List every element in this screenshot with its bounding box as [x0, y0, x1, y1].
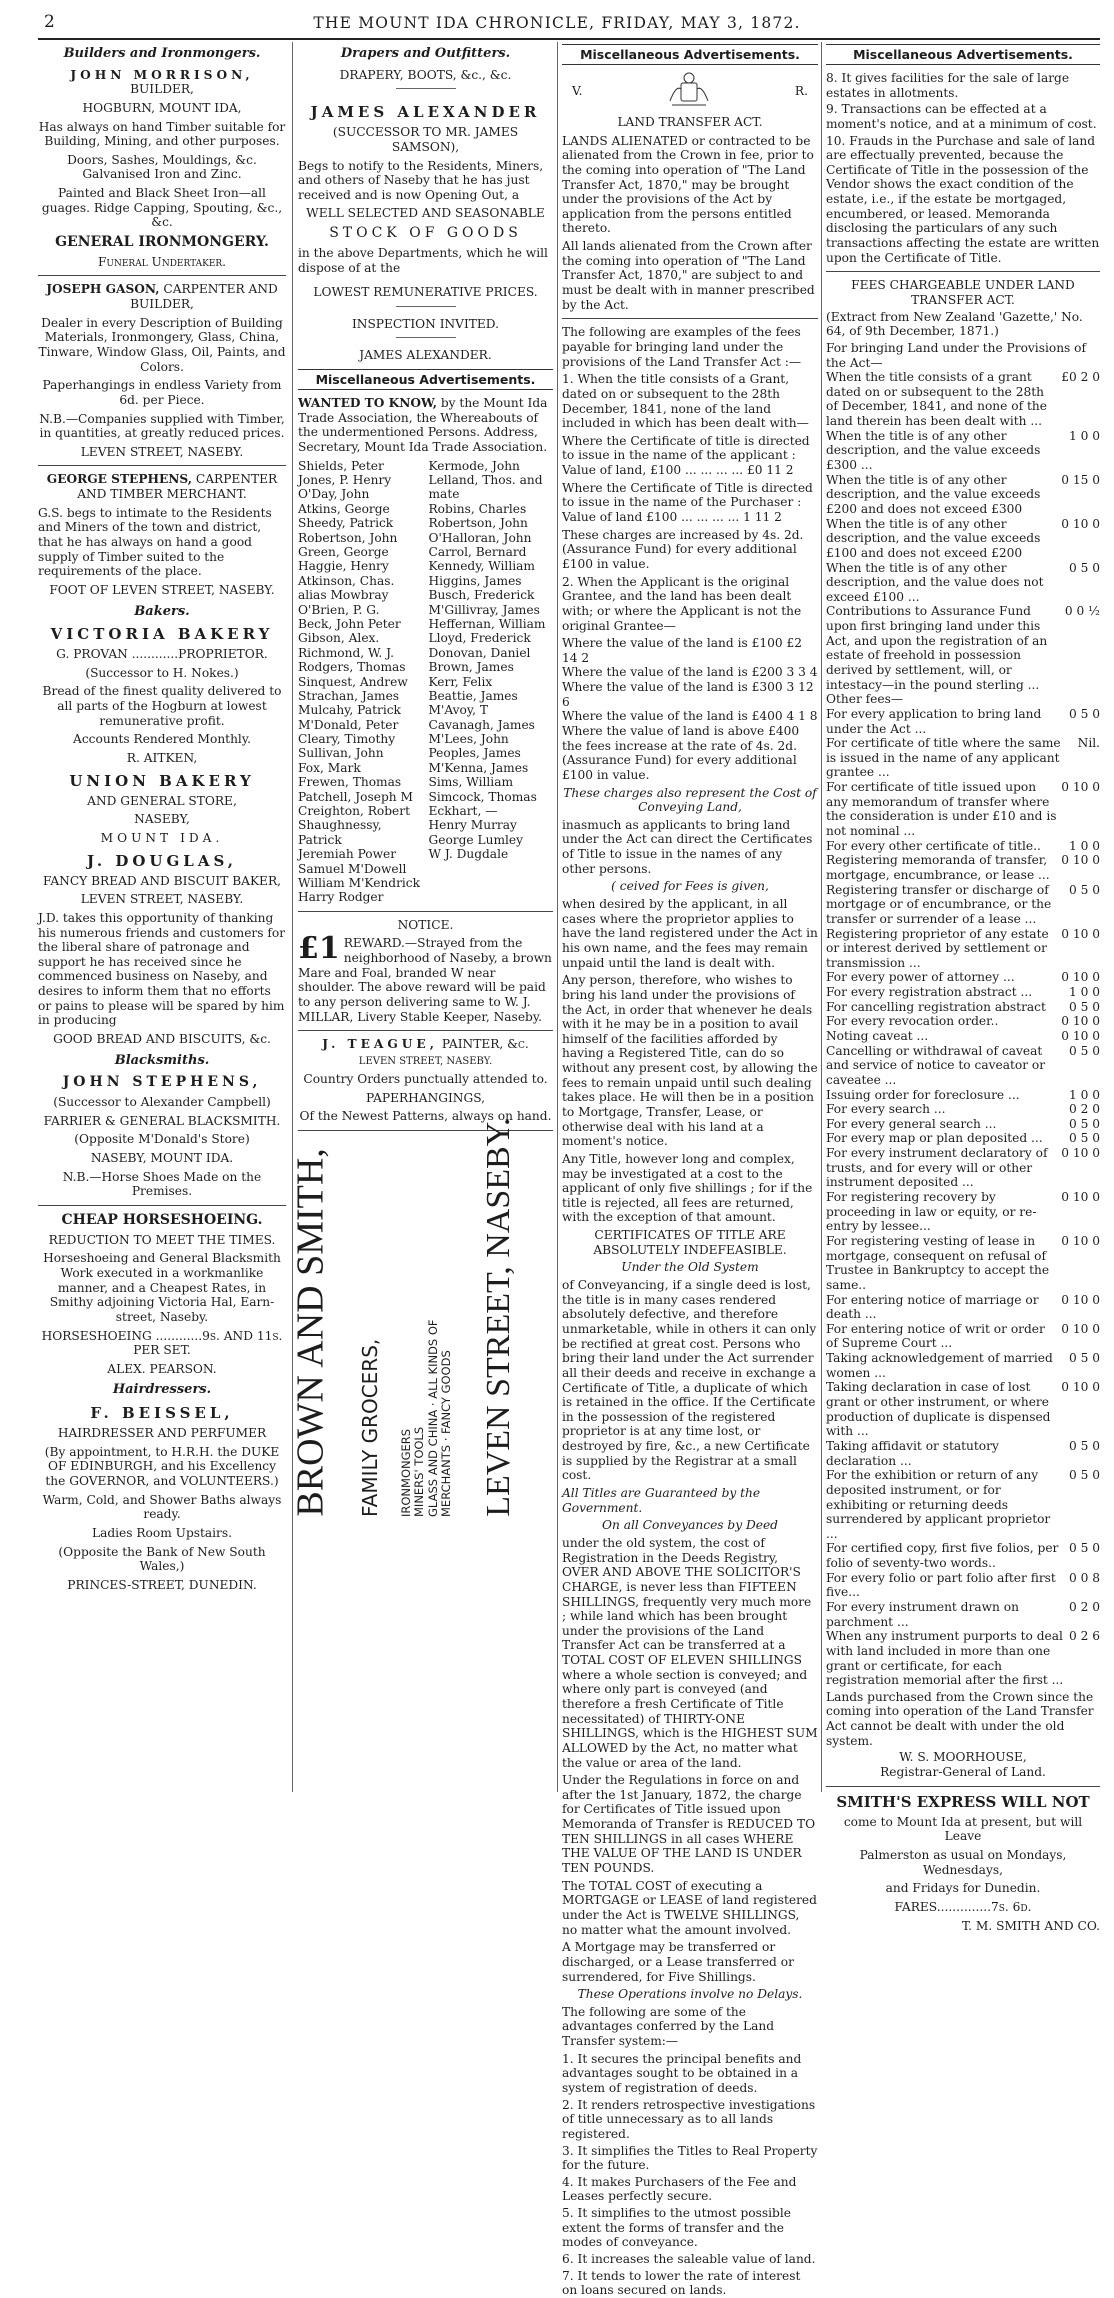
- wanted-name: M'Kenna, James: [428, 760, 529, 775]
- wanted-name: Green, George: [298, 544, 389, 559]
- advantage-item: 10. Frauds in the Purchase and sale of land are effectually prevented, because the Certificate of Title in the possession of the Vendor shows the exact condition of the estate, i.e., if the estate be mortgaged, encumbered, or leased. Memoranda disclosing the particulars of any such transactions affecting the estate are written upon the Certificate of Title.: [826, 133, 1100, 265]
- fee-amount: 0 5 0: [1068, 560, 1100, 575]
- fee-amount: 0 10 0: [1061, 1321, 1100, 1336]
- fee-value-row: Where the value of the land is £300 3 12 6: [562, 680, 814, 709]
- wanted-name: M'Lees, John: [428, 732, 509, 747]
- section-drapers: Drapers and Outfitters.: [340, 46, 511, 61]
- fee-description: For every power of attorney ...: [826, 970, 1015, 985]
- ad-douglas: J. DOUGLAS, FANCY BREAD AND BISCUIT BAKER, LEVEN STREET, NASEBY. J.D. takes this opportunity of thanking his numerous friends and customers for the liberal share of patronage and support he has received since he commenced business on Naseby, and desires to inform them that no efforts or pains to please will be spared by him in producing GOOD BREAD AND BISCUITS, &c.: [38, 851, 286, 1047]
- wanted-name: Eckhart, —: [428, 804, 498, 819]
- ad-george-stephens: GEORGE STEPHENS, CARPENTER AND TIMBER MERCHANT. G.S. begs to intimate to the Residents and Miners of the town and district, that he has always on hand a good supply of Timber suited to the requirements of the place. FOOT OF LEVEN STREET, NASEBY.: [38, 472, 278, 597]
- fee-amount: 1 0 0: [1068, 1087, 1100, 1102]
- divider: [38, 275, 286, 276]
- brown-smith-address: LEVEN STREET, NASEBY.: [480, 1117, 518, 1517]
- wanted-name: Mulcahy, Patrick: [298, 703, 401, 718]
- wanted-name: Lelland, Thos. and mate: [428, 473, 543, 502]
- fee-row: [826, 1000, 1100, 1015]
- fee-description: When the title is of any other description, and the value exceeds £100 and does not exceed £200: [826, 516, 1041, 560]
- fee-row: [826, 341, 1100, 370]
- advantage-item: 3. It simplifies the Titles to Real Property for the future.: [562, 2143, 818, 2173]
- column-3: Miscellaneous Advertisements. V. R. LAND TRANSFER ACT. LANDS ALIENATED or contracted to be alienated from the Crown in fee, prior to the coming into operation of "The Land Transfer Act, 1870," may be brought under the provisions of the Act by application from the persons entitled thereto. All lands alienated from the Crown after the coming into operation of "The Land Transfer Act, 1870," are subject to and must be dealt with in manner prescribed by the Act. The following are examples of the fees payable for bringing land under the provisions of the Land Transfer Act :— 1. When the title consists of a Grant, dated on or subsequent to the 28th December, 1841, none of the land included in which has been dealt with— Where the Certificate of title is directed to issue in the name of the applicant : Value of land, £100 ... ... ... ... £0 11 2 Where the Certificate of Title is directed to issue in the name of the Purchaser : Value of land £100 ... ... ... ... 1 11 2 These charges are increased by 4s. 2d. (Assurance Fund) for every additional £100 in value. 2. When the Applicant is the original Grantee, and the land has been dealt with; or where the Applicant is not the original Grantee— Where the value of the land is £100 £2 14 2 Where the value of the land is £200 3 3 4 Where the value of the land is £300 3 12 6 Where the value of the land is £400 4 1 8 Where the value of land is above £400 the fees increase at the rate of 4s. 2d. (Assurance Fund) for every additional £100 in value. These charges also represent the Cost of Conveying Land, inasmuch as applicants to bring land under the Act can direct the Certificates of Title to issue in the names of any other persons. ( ceived for Fees is given, when desired by the applicant, in all cases where the proprietor applies to have the land registered under the Act in his own name, and the fees may remain unpaid until the land is dealt with. Any person, therefore, who wishes to bring his land under the provisions of the Act, in order that whenever he deals with it he may be in a position to avail himself of the facilities afforded by having a Registered Title, can do so without any present cost, by allowing the fees to remain unpaid until such dealing takes place. He will then be in a position to Mortgage, Transfer, Lease, or otherwise deal with his land at a moment's notice. Any Title, however long and complex, may be investigated at a cost to the applicant of only five shillings ; for if the title is rejected, all fees are returned, with the exception of that amount. CERTIFICATES OF TITLE ARE ABSOLUTELY INDEFEASIBLE. Under the Old System of Conveyancing, if a single deed is lost, the title is in many cases rendered absolutely defective, and therefore unmarketable, while in others it can only be rectified at great cost. Persons who bring their land under the Act surrender all their deeds and receive in exchange a Certificate of Title, a duplicate of which is retained in the office. If the Certificate in the possession of the registered proprietor is at any time lost, or destroyed by fire, &c., a new Certificate is supplied by the Registrar at a small cost. All Titles are Guaranteed by the Government. On all Conveyances by Deed under the old system, the cost of Registration in the Deeds Registry, OVER AND ABOVE THE SOLICITOR'S CHARGE, is never less than FIFTEEN SHILLINGS, frequently very much more ; while land which has been brought under the provisions of the Land Transfer Act can be transferred at a TOTAL COST OF ELEVEN SHILLINGS where a whole section is conveyed; and where only part is conveyed (and therefore a fresh Certificate of Title necessitated) of THIRTY-ONE SHILLINGS, which is the HIGHEST SUM ALLOWED by the Act, no matter what the value or area of the land. Under the Regulations in force on and after the 1st January, 1872, the charge for Certificates of Title issued upon Memoranda of Transfer is REDUCED TO TEN SHILLINGS in all cases WHERE THE VALUE OF THE LAND IS UNDER TEN POUNDS. The TOTAL COST of executing a MORTGAGE or LEASE of land registered under the Act is TWELVE SHILLINGS, no matter what the amount involved. A Mortgage may be transferred or discharged, or a Lease transferred or surrendered, for Five Shillings. These Operations involve no Delays. The following are some of the advantages conferred by the Land Transfer system:— 1. It secures the principal benefits and advantages sought to be obtained in a system of registration of deeds. 2. It renders retrospective investigations of title unnecessary as to all lands registered. 3. It simplifies the Titles to Real Property for the future. 4. It makes Purchasers of the Fee and Leases perfectly secure. 5. It simplifies to the utmost possible extent the forms of transfer and the modes of conveyance. 6. It increases the saleable value of land. 7. It tends to lower the rate of interest on loans secured on lands.: [562, 44, 818, 1792]
- wanted-name: Sullivan, John: [298, 746, 384, 761]
- wanted-name: Atkins, George: [298, 501, 390, 516]
- fee-amount: 0 10 0: [1061, 1233, 1100, 1248]
- fee-amount: 0 5 0: [1068, 1116, 1100, 1131]
- fee-amount: 0 0 ½: [1064, 604, 1100, 619]
- wanted-name: Busch, Frederick: [428, 588, 535, 603]
- ad-union-bakery: UNION BAKERY AND GENERAL STORE, NASEBY, MOUNT IDA.: [69, 771, 255, 845]
- fee-amount: 0 10 0: [1061, 1380, 1100, 1395]
- fee-row: [826, 1293, 1100, 1322]
- fee-amount: 0 5 0: [1068, 1468, 1100, 1483]
- column-2: [289, 44, 553, 1792]
- wanted-name: Donovan, Daniel: [428, 645, 531, 660]
- wanted-name: Cavanagh, James: [428, 717, 535, 732]
- wanted-name: Sims, William: [428, 775, 514, 790]
- fee-description: When the title is of any other description, and the value exceeds £300 ...: [826, 428, 1041, 473]
- fee-description: For bringing Land under the Provisions of the Act—: [826, 340, 1087, 370]
- fee-amount: 0 10 0: [1061, 1014, 1100, 1029]
- fee-amount: 0 15 0: [1061, 472, 1100, 487]
- wanted-name: Kermode, John: [428, 458, 520, 473]
- fee-description: For certified copy, first five folios, per folio of seventy-two words..: [826, 1541, 1059, 1571]
- column-divider: [292, 42, 293, 1792]
- wanted-name: Higgins, James: [428, 573, 522, 588]
- fee-amount: 0 5 0: [1068, 882, 1100, 897]
- fee-amount: 0 10 0: [1061, 1190, 1100, 1205]
- wanted-name: Haggie, Henry: [298, 559, 389, 574]
- fee-row: [826, 839, 1100, 854]
- wanted-name: Frewen, Thomas: [298, 775, 402, 790]
- fee-row: [826, 1322, 1100, 1351]
- fee-description: For every folio or part folio after first five...: [826, 1570, 1056, 1600]
- fee-description: Registering proprietor of any estate or interest derived by settlement or transmission ...: [826, 926, 1049, 970]
- fee-description: For every search ...: [826, 1102, 946, 1117]
- advantage-item: 8. It gives facilities for the sale of large estates in allotments.: [826, 71, 1070, 100]
- fee-amount: 0 2 6: [1068, 1629, 1100, 1644]
- wanted-name: Kerr, Felix: [428, 674, 493, 689]
- fee-row: [826, 970, 1100, 985]
- wanted-name: O'Halloran, John: [428, 530, 532, 545]
- fee-row: [826, 604, 1100, 692]
- fee-description: Registering memoranda of transfer, mortgage, encumbrance, or lease ...: [826, 853, 1050, 882]
- fee-amount: 0 0 8: [1068, 1570, 1100, 1585]
- newspaper-page: [8, 0, 1106, 2298]
- fee-row: [826, 883, 1100, 927]
- fee-amount: 0 5 0: [1068, 1043, 1100, 1058]
- fee-description: For every other certificate of title..: [826, 838, 1041, 853]
- fee-description: Other fees—: [826, 692, 904, 707]
- fee-row: [826, 1131, 1100, 1146]
- wanted-name: W J. Dugdale: [428, 847, 509, 862]
- wanted-name: Lloyd, Frederick: [428, 631, 531, 646]
- ad-alexander: DRAPERY, BOOTS, &c., &c. JAMES ALEXANDER (SUCCESSOR TO MR. JAMES SAMSON), Begs to notify to the Residents, Miners, and others of Naseby that he has just received and is now Opening Out, a WELL SELECTED AND SEASONABLE STOCK OF GOODS in the above Departments, which he will dispose of at the LOWEST REMUNERATIVE PRICES. INSPECTION INVITED. JAMES ALEXANDER.: [298, 67, 548, 363]
- fee-description: For every general search ...: [826, 1116, 997, 1131]
- fee-amount: 0 10 0: [1061, 780, 1100, 795]
- section-blacksmiths: Blacksmiths.: [114, 1052, 210, 1068]
- divider: [298, 1030, 553, 1031]
- fee-amount: 0 5 0: [1068, 1541, 1100, 1556]
- fee-row: [826, 692, 1100, 707]
- advantage-item: 2. It renders retrospective investigations of title unnecessary as to all lands registered.: [562, 2097, 816, 2141]
- divider: [38, 1205, 286, 1206]
- fee-row: [826, 927, 1100, 971]
- wanted-name: O'Day, John: [298, 487, 370, 502]
- wanted-name: Carrol, Bernard: [428, 544, 527, 559]
- ad-brown-and-smith: [289, 1117, 553, 1517]
- land-transfer-text: LANDS ALIENATED or contracted to be alienated from the Crown in fee, prior to the coming into operation of "The Land Transfer Act, 1870," may be brought under the provisions of the Act by application from the persons entitled thereto. All lands alienated from the Crown after the coming into operation of "The Land Transfer Act, 1870," are subject to and must be dealt with in manner prescribed by the Act. The following are examples of the fees payable for bringing land under the provisions of the Land Transfer Act :— 1. When the title consists of a Grant, dated on or subsequent to the 28th December, 1841, none of the land included in which has been dealt with— Where the Certificate of title is directed to issue in the name of the applicant : Value of land, £100 ... ... ... ... £0 11 2 Where the Certificate of Title is directed to issue in the name of the Purchaser : Value of land £100 ... ... ... ... 1 11 2 These charges are increased by 4s. 2d. (Assurance Fund) for every additional £100 in value. 2. When the Applicant is the original Grantee, and the land has been dealt with; or where the Applicant is not the original Grantee— Where the value of the land is £100 £2 14 2 Where the value of the land is £200 3 3 4 Where the value of the land is £300 3 12 6 Where the value of the land is £400 4 1 8 Where the value of land is above £400 the fees increase at the rate of 4s. 2d. (Assurance Fund) for every additional £100 in value. These charges also represent the Cost of Conveying Land, inasmuch as applicants to bring land under the Act can direct the Certificates of Title to issue in the names of any other persons. ( ceived for Fees is given, when desired by the applicant, in all cases where the proprietor applies to have the land registered under the Act in his own name, and the fees may remain unpaid until the land is dealt with. Any person, therefore, who wishes to bring his land under the provisions of the Act, in order that whenever he deals with it he may be in a position to avail himself of the facilities afforded by having a Registered Title, can do so without any present cost, by allowing the fees to remain unpaid until such dealing takes place. He will then be in a position to Mortgage, Transfer, Lease, or otherwise deal with his land at a moment's notice. Any Title, however long and complex, may be investigated at a cost to the applicant of only five shillings ; for if the title is rejected, all fees are returned, with the exception of that amount. CERTIFICATES OF TITLE ARE ABSOLUTELY INDEFEASIBLE. Under the Old System of Conveyancing, if a single deed is lost, the title is in many cases rendered absolutely defective, and therefore unmarketable, while in others it can only be rectified at great cost. Persons who bring their land under the Act surrender all their deeds and receive in exchange a Certificate of Title, a duplicate of which is retained in the office. If the Certificate in the possession of the registered proprietor is at any time lost, or destroyed by fire, &c., a new Certificate is supplied by the Registrar at a small cost. All Titles are Guaranteed by the Government. On all Conveyances by Deed under the old system, the cost of Registration in the Deeds Registry, OVER AND ABOVE THE SOLICITOR'S CHARGE, is never less than FIFTEEN SHILLINGS, frequently very much more ; while land which has been brought under the provisions of the Land Transfer Act can be transferred at a TOTAL COST OF ELEVEN SHILLINGS where a whole section is conveyed; and where only part is conveyed (and therefore a fresh Certificate of Title necessitated) of THIRTY-ONE SHILLINGS, which is the HIGHEST SUM ALLOWED by the Act, no matter what the value or area of the land. Under the Regulations in force on and after the 1st January, 1872, the charge for Certificates of Title issued upon Memoranda of Transfer is REDUCED TO TEN SHILLINGS in all cases WHERE THE VALUE OF THE LAND IS UNDER TEN POUNDS. The TOTAL COST of executing a MORTGAGE or LEASE of land registered under the Act is TWELVE SHILLINGS, no matter what the amount involved. A Mortgage may be transferred or discharged, or a Lease transferred or surrendered, for Five Shillings. These Operations involve no Delays. The following are some of the advantages conferred by the Land Transfer system:— 1. It secures the principal benefits and advantages sought to be obtained in a system of registration of deeds. 2. It renders retrospective investigations of title unnecessary as to all lands registered. 3. It simplifies the Titles to Real Property for the future. 4. It makes Purchasers of the Fee and Leases perfectly secure. 5. It simplifies to the utmost possible extent the forms of transfer and the modes of conveyance. 6. It increases the saleable value of land. 7. It tends to lower the rate of interest on loans secured on lands.: [562, 133, 818, 2298]
- fee-amount: 1 0 0: [1068, 838, 1100, 853]
- fee-row: [826, 780, 1100, 839]
- wanted-name: Shaughnessy, Patrick: [298, 818, 382, 847]
- wanted-name: Beck, John Peter: [298, 616, 401, 631]
- column-divider: [821, 42, 822, 1792]
- fee-description: Contributions to Assurance Fund upon first bringing land under this Act, and upon the registration of an estate of freehold in possession derived by settlement, will, or intestacy—in the pound sterling ...: [826, 604, 1048, 692]
- wanted-name: Cleary, Timothy: [298, 732, 396, 747]
- ad-beissel: F. BEISSEL, HAIRDRESSER AND PERFUMER (By appointment, to H.R.H. the DUKE OF EDINBURGH, and his Excellency the GOVERNOR, and VOLUNTEERS.) Warm, Cold, and Shower Baths always ready. Ladies Room Upstairs. (Opposite the Bank of New South Wales,) PRINCES-STREET, DUNEDIN.: [42, 1404, 282, 1592]
- ad-gason: JOSEPH GASON, CARPENTER AND BUILDER, Dealer in every Description of Building Materials, Ironmongery, Glass, China, Tinware, Window Glass, Oil, Paints, and Colors. Paperhangings in endless Variety from 6d. per Piece. N.B.—Companies supplied with Timber, in quantities, at greatly reduced prices. LEVEN STREET, NASEBY.: [38, 282, 286, 459]
- ad-morrison: JOHN MORRISON, BUILDER, HOGBURN, MOUNT IDA, Has always on hand Timber suitable for Building, Mining, and other purposes. Doors, Sashes, Mouldings, &c. Galvanised Iron and Zinc. Painted and Black Sheet Iron—all guages. Ridge Capping, Spouting, &c., &c. GENERAL IRONMONGERY. Funeral Undertaker.: [38, 67, 286, 269]
- fee-description: For registering vesting of lease in mortgage, consequent on refusal of Trustee in Bankruptcy to accept the same..: [826, 1233, 1050, 1292]
- misc-header: Miscellaneous Advertisements.: [298, 369, 553, 390]
- page-number: 2: [44, 12, 55, 32]
- fee-description: Issuing order for foreclosure ...: [826, 1087, 1020, 1102]
- fee-amount: 0 5 0: [1068, 1438, 1100, 1453]
- wanted-name: Robertson, John: [298, 530, 398, 545]
- fee-description: For every revocation order..: [826, 1014, 999, 1029]
- fee-row: [826, 1014, 1100, 1029]
- ad-wanted-to-know: WANTED TO KNOW, by the Mount Ida Trade Association, the Whereabouts of the undermentioned Persons. Address, Secretary, Mount Ida Trade Association. Shields, Peter Jones, P. Henry O'Day, John Atkins, George Sheedy, Patrick Robertson, John Green, George Haggie, Henry Atkinson, Chas. alias Mowbray O'Brien, P. G. Beck, John Peter Gibson, Alex. Richmond, W. J. Rodgers, Thomas Sinquest, Andrew Strachan, James Mulcahy, Patrick M'Donald, Peter Cleary, Timothy Sullivan, John Fox, Mark Frewen, Thomas Patchell, Joseph M Creighton, Robert Shaughnessy, Patrick Jeremiah Power Samuel M'Dowell William M'Kendrick Harry Rodger Kermode, John Lelland, Thos. and mate Robins, Charles Robertson, John O'Halloran, John Carrol, Bernard Kennedy, William Higgins, James Busch, Frederick M'Gillivray, James Heffernan, William Lloyd, Frederick Donovan, Daniel Brown, James Kerr, Felix Beattie, James M'Avoy, T Cavanagh, James M'Lees, John Peoples, James M'Kenna, James Sims, William Simcock, Thomas Eckhart, — Henry Murray George Lumley W J. Dugdale: [298, 396, 553, 905]
- fee-description: Taking declaration in case of lost grant or other instrument, or where production of duplicate is dispensed with ...: [826, 1380, 1051, 1439]
- fee-amount: 0 5 0: [1068, 706, 1100, 721]
- ad-notice: NOTICE. £1 REWARD.—Strayed from the neighborhood of Naseby, a brown Mare and Foal, branded W near shoulder. The above reward will be paid to any person delivering same to W. J. MILLAR, Livery Stable Keeper, Naseby.: [298, 917, 552, 1024]
- fee-amount: 0 10 0: [1061, 853, 1100, 868]
- wanted-name: Strachan, James: [298, 688, 400, 703]
- wanted-name: Beattie, James: [428, 688, 518, 703]
- fee-value-row: Where the value of the land is £400 4 1 8: [562, 709, 818, 724]
- fee-row: [826, 736, 1100, 780]
- fee-row: [826, 1541, 1100, 1570]
- wanted-name: Creighton, Robert: [298, 804, 410, 819]
- fee-amount: 0 10 0: [1061, 970, 1100, 985]
- fee-amount: 0 10 0: [1061, 926, 1100, 941]
- masthead: [8, 0, 1106, 36]
- fee-row: [826, 1088, 1100, 1103]
- coat-of-arms-icon: [666, 71, 712, 111]
- fee-description: Taking acknowledgement of married women ...: [826, 1351, 1053, 1380]
- wanted-name: Patchell, Joseph M: [298, 789, 413, 804]
- fee-description: When the title consists of a grant dated on or subsequent to the 28th of December, 1841, and none of the land therein has been dealt with ...: [826, 370, 1047, 429]
- divider: [38, 465, 286, 466]
- ad-pearson: CHEAP HORSESHOEING. REDUCTION TO MEET THE TIMES. Horseshoeing and General Blacksmith Work executed in a workmanlike manner, and a Cheapest Rates, in Smithy adjoining Victoria Hal, Earn-street, Naseby. HORSESHOEING ............9s. AND 11s. PER SET. ALEX. PEARSON.: [41, 1211, 283, 1376]
- wanted-name: Gibson, Alex.: [298, 631, 380, 646]
- brown-smith-name: BROWN AND SMITH,: [289, 1148, 332, 1517]
- fee-description: For every instrument declaratory of trusts, and for every will or other instrument deposited ...: [826, 1146, 1048, 1190]
- names-list: [298, 459, 553, 905]
- fee-amount: 0 10 0: [1061, 1292, 1100, 1307]
- fee-description: When any instrument purports to deal with land included in more than one grant or certificate, for each registration memorial after the first ...: [826, 1629, 1064, 1688]
- fee-row: [826, 1146, 1100, 1190]
- wanted-name: Jeremiah Power: [298, 847, 397, 862]
- fee-row: [826, 1380, 1100, 1439]
- column-divider: [557, 42, 558, 1792]
- wanted-name: Simcock, Thomas: [428, 789, 537, 804]
- section-builders: Builders and Ironmongers.: [63, 46, 261, 61]
- fee-description: For registering recovery by proceeding in law or equity, or re-entry by lessee...: [826, 1190, 1037, 1234]
- wanted-name: M'Avoy, T: [428, 703, 489, 718]
- advantage-item: 1. It secures the principal benefits and advantages sought to be obtained in a system of registration of deeds.: [562, 2051, 802, 2095]
- wanted-name: M'Gillivray, James: [428, 602, 540, 617]
- section-bakers: Bakers.: [134, 603, 190, 619]
- fee-row: [826, 985, 1100, 1000]
- fee-row: [826, 1029, 1100, 1044]
- fee-amount: 0 10 0: [1061, 1029, 1100, 1043]
- fee-row: [826, 370, 1100, 429]
- wanted-name: Heffernan, William: [428, 616, 546, 631]
- column-4: Miscellaneous Advertisements. 8. It gives facilities for the sale of large estates in allotments. 9. Transactions can be effected at a moment's notice, and at a minimum of cost. 10. Frauds in the Purchase and sale of land are effectually prevented, because the Certificate of Title in the possession of the Vendor shows the exact condition of the estate, i.e., if the estate be mortgaged, encumbered, or leased. Memoranda disclosing the particulars of any such transactions affecting the estate are written upon the Certificate of Title. FEES CHARGEABLE UNDER LAND TRANSFER ACT. (Extract from New Zealand 'Gazette,' No. 64, of 9th December, 1871.) For bringing Land under the Provisions of the Act— When the title consists of a grant dated on or subsequent to the 28th of December, 1841, and none of the land therein has been dealt with ... £0 2 0 When the title is of any other description, and the value exceeds £300 ... 1 0 0 When the title is of any other description, and the value exceeds £200 and does not exceed £300 0 15 0 When the title is of any other description, and the value exceeds £100 and does not exceed £200 0 10 0 When the title is of any other description, and the value does not exceed £100 ... 0 5 0 Contributions to Assurance Fund upon first bringing land under this Act, and upon the registration of an estate of freehold in possession derived by settlement, will, or intestacy—in the pound sterling ... 0 0 ½ Other fees— For every application to bring land under the Act ... 0 5 0 For certificate of title where the same is issued in the name of any applicant grantee ... Nil. For certificate of title issued upon any memorandum of transfer where the consideration is under £10 and is not nominal ... 0 10 0 For every other certificate of title.. 1 0 0 Registering memoranda of transfer, mortgage, encumbrance, or lease ... 0 10 0 Registering transfer or discharge of mortgage or of encumbrance, or the transfer or surrender of a lease ... 0 5 0 Registering proprietor of any estate or interest derived by settlement or transmission ... 0 10 0 For every power of attorney ... 0 10 0 For every registration abstract ... 1 0 0 For cancelling registration abstract 0 5 0 For every revocation order.. 0 10 0 Noting caveat ... 0 10 0 Cancelling or withdrawal of caveat and service of notice to caveator or caveatee ... 0 5 0 Issuing order for foreclosure ... 1 0 0 For every search ... 0 2 0 For every general search ... 0 5 0 For every map or plan deposited ... 0 5 0 For every instrument declaratory of trusts, and for every will or other instrument deposited ... 0 10 0 For registering recovery by proceeding in law or equity, or re-entry by lessee... 0 10 0 For registering vesting of lease in mortgage, consequent on refusal of Trustee in Bankruptcy to accept the same.. 0 10 0 For entering notice of marriage or death ... 0 10 0 For entering notice of writ or order of Supreme Court ... 0 10 0 Taking acknowledgement of married women ... 0 5 0 Taking declaration in case of lost grant or other instrument, or where production of duplicate is dispensed with ... 0 10 0 Taking affidavit or statutory declaration ... 0 5 0 For the exhibition or return of any deposited instrument, or for exhibiting or returning deeds surrendered by applicant proprietor ... 0 5 0 For certified copy, first five folios, per folio of seventy-two words.. 0 5 0 For every folio or part folio after first five... 0 0 8 For every instrument drawn on parchment ... 0 2 0 When any instrument purports to deal with land included in more than one grant or certificate, for each registration memorial after the first ... 0 2 6 Lands purchased from the Crown since the coming into operation of the Land Transfer Act cannot be dealt with under the old system. W. S. MOORHOUSE, Registrar-General of Land. SMITH'S EXPRESS WILL NOT come to Mount Ida at present, but will Leave Palmerston as usual on Mondays, Wednesdays, and Fridays for Dunedin. FARES..............7s. 6d. T. M. SMITH AND CO.: [826, 44, 1100, 1792]
- wanted-name: Robertson, John: [428, 516, 528, 531]
- wanted-name: Robins, Charles: [428, 501, 527, 516]
- fee-description: For every map or plan deposited ...: [826, 1131, 1043, 1146]
- fee-amount: 0 2 0: [1068, 1102, 1100, 1117]
- fee-row: [826, 1190, 1100, 1234]
- ad-name: JOHN MORRISON,: [70, 67, 254, 82]
- fee-description: For certificate of title issued upon any memorandum of transfer where the consideration is under £10 and is not nominal ...: [826, 780, 1057, 839]
- fee-row: [826, 1629, 1100, 1688]
- ad-teague: J. TEAGUE, PAINTER, &c. LEVEN STREET, NASEBY. Country Orders punctually attended to. PAPERHANGINGS, Of the Newest Patterns, always on hand.: [299, 1037, 552, 1124]
- fee-row: [826, 1044, 1100, 1088]
- fee-description: For certificate of title where the same is issued in the name of any applicant grantee ...: [826, 736, 1061, 780]
- royal-crest: V. R.: [572, 71, 808, 111]
- advantage-item: 9. Transactions can be effected at a moment's notice, and at a minimum of cost.: [826, 102, 1097, 131]
- misc-header: Miscellaneous Advertisements.: [826, 44, 1100, 65]
- wanted-name: George Lumley: [428, 832, 523, 847]
- wanted-name: O'Brien, P. G.: [298, 602, 380, 617]
- brown-smith-glass: GLASS AND CHINA · ALL KINDS OF MERCHANTS · FANCY GOODS: [426, 1319, 453, 1517]
- wanted-name: Fox, Mark: [298, 760, 361, 775]
- wanted-name: Richmond, W. J.: [298, 645, 394, 660]
- fee-description: When the title is of any other description, and the value exceeds £200 and does not exceed £300: [826, 472, 1041, 516]
- fee-amount: 0 10 0: [1061, 516, 1100, 531]
- fee-description: Noting caveat ...: [826, 1029, 929, 1043]
- brown-smith-ironmongers: IRONMONGERS MINERS' TOOLS: [399, 1426, 426, 1517]
- fee-row: [826, 1234, 1100, 1293]
- fee-row: [826, 1117, 1100, 1132]
- fee-description: For cancelling registration abstract: [826, 999, 1046, 1014]
- fee-row: [826, 1468, 1100, 1541]
- fee-amount: 0 5 0: [1068, 999, 1100, 1014]
- fee-description: For every registration abstract ...: [826, 985, 1033, 1000]
- wanted-name: Henry Murray: [428, 818, 517, 833]
- fee-row: [826, 707, 1100, 736]
- divider: [298, 911, 553, 912]
- wanted-name: Atkinson, Chas. alias Mowbray: [298, 573, 395, 603]
- fee-amount: 0 10 0: [1061, 1146, 1100, 1161]
- fee-amount: 0 5 0: [1068, 1351, 1100, 1366]
- fee-row: [826, 853, 1100, 882]
- fee-description: Registering transfer or discharge of mortgage or of encumbrance, or the transfer or surrender of a lease ...: [826, 882, 1052, 926]
- fee-amount: 1 0 0: [1068, 985, 1100, 1000]
- wanted-name: Shields, Peter: [298, 458, 384, 473]
- advantage-item: 5. It simplifies to the utmost possible extent the forms of transfer and the modes of conveyance.: [562, 2206, 791, 2250]
- fees-table: [826, 341, 1100, 1688]
- wanted-name: Brown, James: [428, 660, 514, 675]
- wanted-name: Peoples, James: [428, 746, 521, 761]
- fee-description: Taking affidavit or statutory declaration ...: [826, 1438, 999, 1468]
- fee-description: Cancelling or withdrawal of caveat and service of notice to caveator or caveatee ...: [826, 1043, 1046, 1087]
- fee-description: For entering notice of marriage or death ...: [826, 1292, 1039, 1322]
- fee-amount: Nil.: [1077, 736, 1100, 751]
- section-hairdressers: Hairdressers.: [112, 1382, 212, 1398]
- fee-row: [826, 1102, 1100, 1117]
- wanted-name: Sinquest, Andrew: [298, 674, 408, 689]
- column-1: [38, 44, 286, 1792]
- advantage-item: 4. It makes Purchasers of the Fee and Leases perfectly secure.: [562, 2174, 797, 2204]
- fee-description: When the title is of any other description, and the value does not exceed £100 ...: [826, 560, 1044, 604]
- ad-victoria-bakery: VICTORIA BAKERY G. PROVAN ............PROPRIETOR. (Successor to H. Nokes.) Bread of the finest quality delivered to all parts of the Hogburn at lowest remunerative profit. Accounts Rendered Monthly. R. AITKEN,: [42, 625, 282, 766]
- fee-amount: 1 0 0: [1068, 428, 1100, 443]
- advantage-item: 6. It increases the saleable value of land.: [562, 2252, 816, 2267]
- fee-row: [826, 473, 1100, 517]
- misc-header: Miscellaneous Advertisements.: [562, 44, 818, 65]
- wanted-name: Harry Rodger: [298, 890, 384, 905]
- brown-smith-grocers: FAMILY GROCERS,: [358, 1338, 382, 1517]
- masthead-rule: [38, 38, 1100, 40]
- fee-amount: 0 2 0: [1068, 1599, 1100, 1614]
- ad-john-stephens: JOHN STEPHENS, (Successor to Alexander Campbell) FARRIER & GENERAL BLACKSMITH. (Opposite M'Donald's Store) NASEBY, MOUNT IDA. N.B.—Horse Shoes Made on the Premises.: [43, 1074, 281, 1199]
- newspaper-title: THE MOUNT IDA CHRONICLE, FRIDAY, MAY 3, 1872.: [313, 14, 801, 32]
- wanted-name: M'Donald, Peter: [298, 717, 399, 732]
- fee-row: [826, 429, 1100, 473]
- fee-value-row: Where the value of the land is £100 £2 14 2: [562, 636, 802, 665]
- fee-description: For the exhibition or return of any deposited instrument, or for exhibiting or returning deeds surrendered by applicant proprietor ...: [826, 1468, 1051, 1541]
- fee-row: [826, 1351, 1100, 1380]
- wanted-name: Jones, P. Henry: [298, 473, 392, 488]
- wanted-name: Sheedy, Patrick: [298, 516, 394, 531]
- fee-description: For every instrument drawn on parchment ...: [826, 1599, 1019, 1629]
- wanted-name: Samuel M'Dowell: [298, 861, 407, 876]
- fee-row: [826, 561, 1100, 605]
- fee-amount: £0 2 0: [1061, 370, 1100, 385]
- advantage-item: 7. It tends to lower the rate of interest on loans secured on lands.: [562, 2268, 801, 2298]
- fee-row: [826, 1571, 1100, 1600]
- fee-description: For every application to bring land under the Act ...: [826, 706, 1042, 736]
- fee-row: [826, 1439, 1100, 1468]
- fee-row: [826, 517, 1100, 561]
- wanted-name: Kennedy, William: [428, 559, 535, 574]
- fee-value-row: Where the value of the land is £200 3 3 4: [562, 665, 818, 680]
- wanted-name: William M'Kendrick: [298, 875, 421, 890]
- fee-row: [826, 1600, 1100, 1629]
- fee-description: For entering notice of writ or order of Supreme Court ...: [826, 1321, 1045, 1351]
- ad-smiths-express: SMITH'S EXPRESS WILL NOT come to Mount Ida at present, but will Leave Palmerston as usual on Mondays, Wednesdays, and Fridays for Dunedin. FARES..............7s. 6d. T. M. SMITH AND CO.: [836, 1792, 1100, 1933]
- wanted-name: Rodgers, Thomas: [298, 660, 406, 675]
- fee-amount: 0 5 0: [1068, 1131, 1100, 1146]
